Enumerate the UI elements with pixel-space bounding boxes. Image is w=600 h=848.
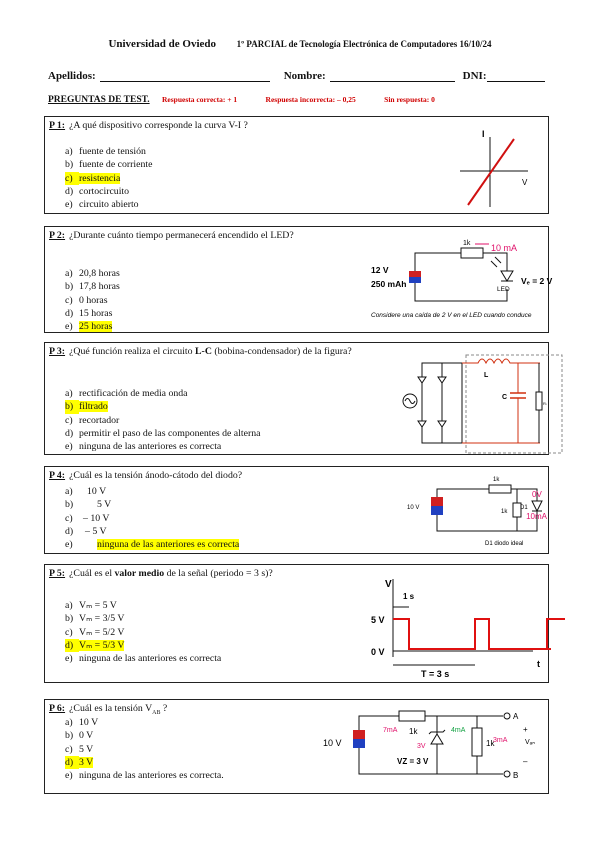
svg-text:5 V: 5 V: [371, 615, 385, 625]
svg-text:–: –: [523, 757, 528, 766]
option-a[interactable]: a) 10 V: [65, 717, 99, 728]
svg-text:3V: 3V: [417, 743, 426, 750]
option-b[interactable]: b) fuente de corriente: [65, 159, 153, 171]
option-d[interactable]: d) cortocircuito: [65, 185, 130, 197]
svg-text:t: t: [537, 659, 540, 669]
led-circuit-figure: [325, 231, 553, 331]
svg-text:D1: D1: [520, 505, 528, 511]
lc-filter-figure: [400, 347, 546, 453]
svg-text:3mA: 3mA: [493, 737, 508, 744]
svg-text:10mA: 10mA: [526, 512, 547, 521]
svg-text:1 s: 1 s: [403, 592, 415, 601]
svg-text:C: C: [502, 394, 508, 401]
svg-text:Considere una caída de 2 V en: Considere una caída de 2 V en el LED cuando conduce: [371, 312, 532, 319]
svg-text:0V: 0V: [532, 490, 542, 499]
option-b[interactable]: b) filtrado: [65, 401, 108, 413]
svg-text:1k: 1k: [501, 509, 508, 515]
option-c[interactable]: c) – 10 V: [65, 512, 110, 524]
svg-text:12 V: 12 V: [371, 265, 389, 275]
option-e[interactable]: e) ninguna de las anteriores es correcta.: [65, 770, 224, 782]
score-incorrect: Respuesta incorrecta: – 0,25: [265, 95, 356, 104]
svg-text:Rₗ: Rₗ: [543, 401, 547, 406]
question-5-options: [65, 599, 221, 665]
svg-text:250 mAh: 250 mAh: [371, 279, 407, 289]
svg-text:1k: 1k: [409, 727, 418, 736]
square-wave-figure: [333, 569, 547, 683]
score-correct: Respuesta correcta: + 1: [162, 95, 238, 104]
exam-header: [0, 38, 600, 50]
svg-text:1k: 1k: [493, 477, 500, 483]
svg-text:4mA: 4mA: [451, 727, 466, 734]
question-5: [44, 564, 549, 683]
option-b[interactable]: b) 17,8 horas: [65, 281, 120, 293]
option-d[interactable]: d) 15 horas: [65, 307, 113, 319]
apellidos-label: Apellidos:: [48, 70, 96, 82]
svg-text:L: L: [484, 372, 489, 379]
question-2: [44, 226, 553, 333]
option-a[interactable]: a) Vₘ = 5 V: [65, 600, 117, 611]
question-4: [44, 466, 549, 554]
question-3-options: [65, 387, 260, 453]
test-scoring: [48, 95, 461, 105]
option-b[interactable]: b) Vₘ = 3/5 V: [65, 613, 125, 625]
question-2-options: [65, 267, 120, 333]
option-c[interactable]: c) 0 horas: [65, 294, 108, 306]
university-name: Universidad de Oviedo: [108, 38, 217, 50]
svg-text:VZ = 3 V: VZ = 3 V: [397, 757, 429, 766]
test-title: PREGUNTAS DE TEST.: [48, 95, 150, 105]
svg-text:7mA: 7mA: [383, 727, 398, 734]
option-b[interactable]: b) 0 V: [65, 730, 94, 742]
svg-text:10 mA: 10 mA: [491, 243, 518, 253]
question-2-text: P 2: ¿Durante cuánto tiempo permanecerá encendido el LED?: [49, 230, 294, 241]
question-4-text: P 4: ¿Cuál es la tensión ánodo-cátodo del diodo?: [49, 470, 243, 481]
svg-text:D1 diodo ideal: D1 diodo ideal: [485, 541, 524, 547]
svg-text:10 V: 10 V: [323, 738, 342, 748]
nombre-label: Nombre:: [283, 70, 326, 82]
question-3: [44, 342, 549, 455]
option-d[interactable]: d) permitir el paso de las componentes de alterna: [65, 427, 261, 439]
question-1-options: [65, 145, 152, 211]
student-fields: [48, 70, 558, 82]
svg-text:LED: LED: [497, 286, 510, 293]
option-a[interactable]: a) 20,8 horas: [65, 268, 120, 279]
option-e[interactable]: e) circuito abierto: [65, 199, 139, 211]
svg-text:A: A: [513, 712, 519, 721]
question-6-options: [65, 716, 224, 782]
option-e[interactable]: e) ninguna de las anteriores es correcta: [65, 653, 222, 665]
svg-text:+: +: [523, 725, 528, 734]
option-d[interactable]: d) Vₘ = 5/3 V: [65, 639, 125, 651]
option-a[interactable]: a) fuente de tensión: [65, 146, 146, 157]
score-blank: Sin respuesta: 0: [384, 95, 435, 104]
option-c[interactable]: c) 5 V: [65, 743, 94, 755]
option-e[interactable]: e) 25 horas: [65, 321, 113, 333]
dni-field[interactable]: [487, 70, 545, 82]
i-axis-label: I: [482, 129, 485, 139]
question-3-text: P 3: ¿Qué función realiza el circuito L-C (bobina-condensador) de la figura?: [49, 346, 352, 357]
option-e[interactable]: e) ninguna de las anteriores es correcta: [65, 539, 240, 551]
option-c[interactable]: c) Vₘ = 5/2 V: [65, 626, 125, 638]
apellidos-field[interactable]: [100, 70, 270, 82]
option-a[interactable]: a) 10 V: [65, 486, 107, 497]
question-6: [44, 699, 549, 794]
svg-text:Vₐₙ: Vₐₙ: [525, 739, 536, 746]
svg-text:10 V: 10 V: [407, 505, 420, 511]
svg-text:B: B: [513, 771, 519, 780]
exam-title: 1º PARCIAL de Tecnología Electrónica de Computadores 16/10/24: [236, 39, 492, 49]
option-d[interactable]: d) 3 V: [65, 756, 94, 768]
dni-label: DNI:: [462, 70, 487, 82]
svg-text:V: V: [385, 579, 392, 590]
svg-text:1k: 1k: [463, 240, 471, 247]
option-b[interactable]: b) 5 V: [65, 499, 112, 511]
diode-circuit-figure: [405, 471, 547, 553]
option-e[interactable]: e) ninguna de las anteriores es correcta: [65, 441, 222, 453]
svg-text:Vₑ = 2 V: Vₑ = 2 V: [521, 276, 553, 286]
question-1-text: P 1: ¿A qué dispositivo corresponde la curva V-I ?: [49, 120, 248, 131]
question-5-text: P 5: ¿Cuál es el valor medio de la señal (periodo = 3 s)?: [49, 568, 273, 579]
option-d[interactable]: d) – 5 V: [65, 525, 107, 537]
svg-text:1k: 1k: [486, 739, 495, 748]
question-6-text: P 6: ¿Cuál es la tensión $V_{AB}$ ?: [49, 703, 168, 716]
question-1: [44, 116, 549, 214]
question-4-options: [65, 485, 239, 551]
v-axis-label: V: [522, 178, 528, 187]
vi-curve-figure: [450, 125, 540, 211]
option-c[interactable]: c) recortador: [65, 414, 120, 426]
option-c[interactable]: c) resistencia: [65, 172, 121, 184]
zener-circuit-figure: [313, 704, 547, 792]
svg-text:0 V: 0 V: [371, 647, 385, 657]
nombre-field[interactable]: [330, 70, 455, 82]
option-a[interactable]: a) rectificación de media onda: [65, 388, 188, 399]
svg-text:T = 3 s: T = 3 s: [421, 669, 450, 679]
